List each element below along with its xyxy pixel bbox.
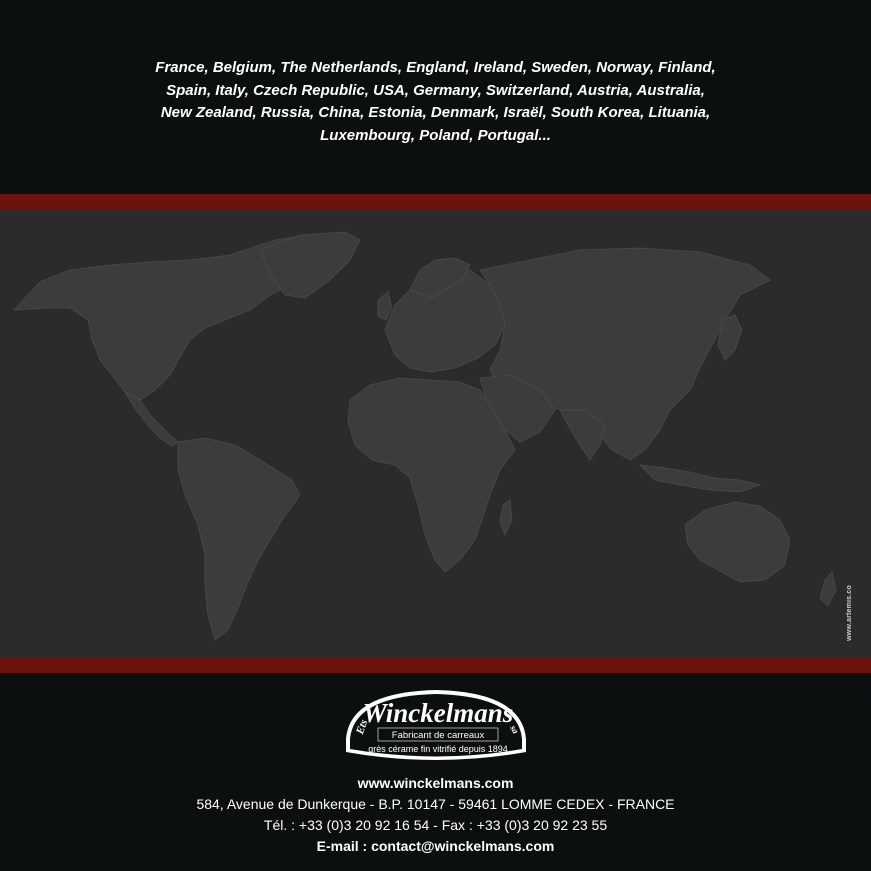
new-zealand-shape bbox=[820, 572, 836, 606]
world-map-graphic bbox=[0, 210, 871, 657]
countries-line: France, Belgium, The Netherlands, England, Ireland, Sweden, Norway, Finland, bbox=[155, 59, 716, 76]
logo-tagline-1: Fabricant de carreaux bbox=[391, 730, 485, 741]
contact-block bbox=[0, 773, 871, 857]
countries-list bbox=[0, 57, 871, 147]
south-america-shape bbox=[178, 438, 300, 640]
email-address[interactable]: E-mail : contact@winckelmans.com bbox=[316, 838, 555, 854]
britain-shape bbox=[378, 292, 392, 320]
indonesia-shape bbox=[640, 465, 760, 492]
postal-address: 584, Avenue de Dunkerque - B.P. 10147 - 59461 LOMME CEDEX - FRANCE bbox=[196, 796, 675, 812]
website-link[interactable]: www.winckelmans.com bbox=[357, 775, 514, 791]
winckelmans-logo bbox=[340, 684, 532, 766]
world-map bbox=[0, 210, 871, 657]
phone-fax: Tél. : +33 (0)3 20 92 16 54 - Fax : +33 (0)3 20 92 23 55 bbox=[263, 817, 608, 833]
central-america-shape bbox=[125, 392, 178, 446]
africa-shape bbox=[348, 378, 515, 572]
madagascar-shape bbox=[500, 500, 512, 535]
logo-suffix: sa bbox=[508, 723, 521, 736]
logo-prefix: Ets bbox=[354, 718, 371, 736]
red-band-top bbox=[0, 194, 871, 210]
red-band-bottom bbox=[0, 657, 871, 673]
countries-line: New Zealand, Russia, China, Estonia, Denmark, Israël, South Korea, Lituania, bbox=[160, 104, 711, 121]
japan-shape bbox=[718, 315, 742, 360]
logo-tagline-2: grès cérame fin vitrifié depuis 1894 bbox=[368, 744, 508, 754]
logo-brand: Winckelmans bbox=[362, 698, 514, 728]
countries-line: Luxembourg, Poland, Portugal... bbox=[320, 126, 551, 144]
countries-line: Spain, Italy, Czech Republic, USA, Germany, Switzerland, Austria, Australia, bbox=[166, 81, 705, 99]
australia-shape bbox=[685, 502, 790, 582]
designer-credit: www.artemis.co bbox=[846, 585, 853, 641]
